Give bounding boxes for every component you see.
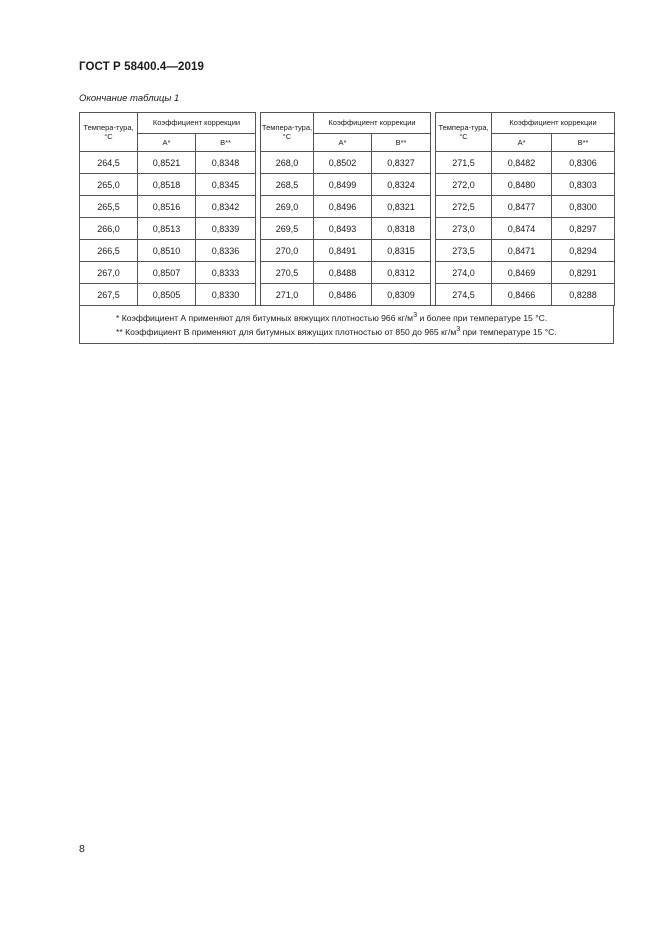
coef-a-cell: 0,8521 bbox=[138, 152, 196, 174]
coef-a-cell: 0,8496 bbox=[314, 196, 372, 218]
table-notes bbox=[79, 306, 614, 344]
footnote-b-text-end: при температуре 15 °С. bbox=[460, 327, 557, 338]
temp-cell: 273,5 bbox=[436, 240, 492, 262]
col-a-header-3: A* bbox=[492, 134, 552, 152]
coef-a-cell: 0,8505 bbox=[138, 284, 196, 306]
coef-b-cell: 0,8330 bbox=[196, 284, 256, 306]
temp-cell: 270,5 bbox=[261, 262, 314, 284]
temp-cell: 274,5 bbox=[436, 284, 492, 306]
coef-b-cell: 0,8336 bbox=[196, 240, 256, 262]
coef-b-cell: 0,8339 bbox=[196, 218, 256, 240]
coef-b-cell: 0,8324 bbox=[372, 174, 431, 196]
table-row bbox=[80, 152, 615, 174]
temp-cell: 265,0 bbox=[80, 174, 138, 196]
coef-a-cell: 0,8477 bbox=[492, 196, 552, 218]
temp-cell: 268,5 bbox=[261, 174, 314, 196]
footnote-b-text: ** Коэффициент В применяют для битумных вяжущих плотностью от 850 до 965 кг/м bbox=[116, 327, 457, 338]
temp-cell: 272,5 bbox=[436, 196, 492, 218]
coef-header-1: Коэффициент коррекции bbox=[138, 113, 256, 134]
coef-header-2: Коэффициент коррекции bbox=[314, 113, 431, 134]
temp-cell: 265,5 bbox=[80, 196, 138, 218]
temp-cell: 266,0 bbox=[80, 218, 138, 240]
coef-a-cell: 0,8474 bbox=[492, 218, 552, 240]
temp-cell: 273,0 bbox=[436, 218, 492, 240]
coef-a-cell: 0,8488 bbox=[314, 262, 372, 284]
col-b-header-2: B** bbox=[372, 134, 431, 152]
temp-cell: 269,5 bbox=[261, 218, 314, 240]
coef-b-cell: 0,8321 bbox=[372, 196, 431, 218]
coef-b-cell: 0,8345 bbox=[196, 174, 256, 196]
temp-header-2: Темпера-тура, °С bbox=[261, 113, 314, 152]
coef-a-cell: 0,8491 bbox=[314, 240, 372, 262]
temp-header-3: Темпера-тура, °С bbox=[436, 113, 492, 152]
footnote-a bbox=[88, 310, 605, 324]
coef-b-cell: 0,8300 bbox=[552, 196, 615, 218]
coef-b-cell: 0,8327 bbox=[372, 152, 431, 174]
col-a-header-1: A* bbox=[138, 134, 196, 152]
table-row bbox=[80, 284, 615, 306]
coef-a-cell: 0,8482 bbox=[492, 152, 552, 174]
temp-cell: 267,0 bbox=[80, 262, 138, 284]
coef-header-3: Коэффициент коррекции bbox=[492, 113, 615, 134]
table-row bbox=[80, 174, 615, 196]
footnote-a-text: * Коэффициент А применяют для битумных вяжущих плотностью 966 кг/м bbox=[116, 312, 414, 323]
table-row bbox=[80, 218, 615, 240]
footnote-a-text-end: и более при температуре 15 °С. bbox=[417, 312, 548, 323]
table-caption: Окончание таблицы 1 bbox=[79, 93, 180, 104]
coef-b-cell: 0,8342 bbox=[196, 196, 256, 218]
coef-a-cell: 0,8466 bbox=[492, 284, 552, 306]
temp-cell: 267,5 bbox=[80, 284, 138, 306]
temp-cell: 271,5 bbox=[436, 152, 492, 174]
footnote-b bbox=[88, 324, 605, 338]
coef-b-cell: 0,8309 bbox=[372, 284, 431, 306]
correction-table bbox=[79, 112, 615, 306]
coef-a-cell: 0,8516 bbox=[138, 196, 196, 218]
temp-cell: 270,0 bbox=[261, 240, 314, 262]
coef-b-cell: 0,8288 bbox=[552, 284, 615, 306]
coef-b-cell: 0,8291 bbox=[552, 262, 615, 284]
footnote-a-superscript: 3 bbox=[413, 311, 418, 319]
coef-b-cell: 0,8348 bbox=[196, 152, 256, 174]
temp-cell: 271,0 bbox=[261, 284, 314, 306]
page-number: 8 bbox=[79, 843, 85, 855]
coef-a-cell: 0,8480 bbox=[492, 174, 552, 196]
coef-b-cell: 0,8315 bbox=[372, 240, 431, 262]
coef-b-cell: 0,8294 bbox=[552, 240, 615, 262]
coef-b-cell: 0,8297 bbox=[552, 218, 615, 240]
table-row bbox=[80, 240, 615, 262]
col-b-header-3: B** bbox=[552, 134, 615, 152]
temp-cell: 269,0 bbox=[261, 196, 314, 218]
coef-b-cell: 0,8312 bbox=[372, 262, 431, 284]
table-row bbox=[80, 262, 615, 284]
coef-a-cell: 0,8510 bbox=[138, 240, 196, 262]
coef-a-cell: 0,8502 bbox=[314, 152, 372, 174]
temp-cell: 266,5 bbox=[80, 240, 138, 262]
coef-a-cell: 0,8507 bbox=[138, 262, 196, 284]
coef-b-cell: 0,8318 bbox=[372, 218, 431, 240]
document-header: ГОСТ Р 58400.4—2019 bbox=[79, 61, 204, 73]
footnote-b-superscript: 3 bbox=[456, 325, 461, 334]
coef-a-cell: 0,8513 bbox=[138, 218, 196, 240]
coef-a-cell: 0,8493 bbox=[314, 218, 372, 240]
coef-a-cell: 0,8486 bbox=[314, 284, 372, 306]
coef-a-cell: 0,8518 bbox=[138, 174, 196, 196]
table-row bbox=[80, 196, 615, 218]
temp-cell: 272,0 bbox=[436, 174, 492, 196]
col-a-header-2: A* bbox=[314, 134, 372, 152]
temp-cell: 268,0 bbox=[261, 152, 314, 174]
coef-a-cell: 0,8471 bbox=[492, 240, 552, 262]
temp-cell: 264,5 bbox=[80, 152, 138, 174]
coef-b-cell: 0,8303 bbox=[552, 174, 615, 196]
temp-header-1: Темпера-тура, °С bbox=[80, 113, 138, 152]
correction-table-container bbox=[79, 112, 614, 344]
coef-a-cell: 0,8469 bbox=[492, 262, 552, 284]
temp-cell: 274,0 bbox=[436, 262, 492, 284]
coef-a-cell: 0,8499 bbox=[314, 174, 372, 196]
col-b-header-1: B** bbox=[196, 134, 256, 152]
coef-b-cell: 0,8306 bbox=[552, 152, 615, 174]
table-body bbox=[80, 152, 615, 306]
coef-b-cell: 0,8333 bbox=[196, 262, 256, 284]
